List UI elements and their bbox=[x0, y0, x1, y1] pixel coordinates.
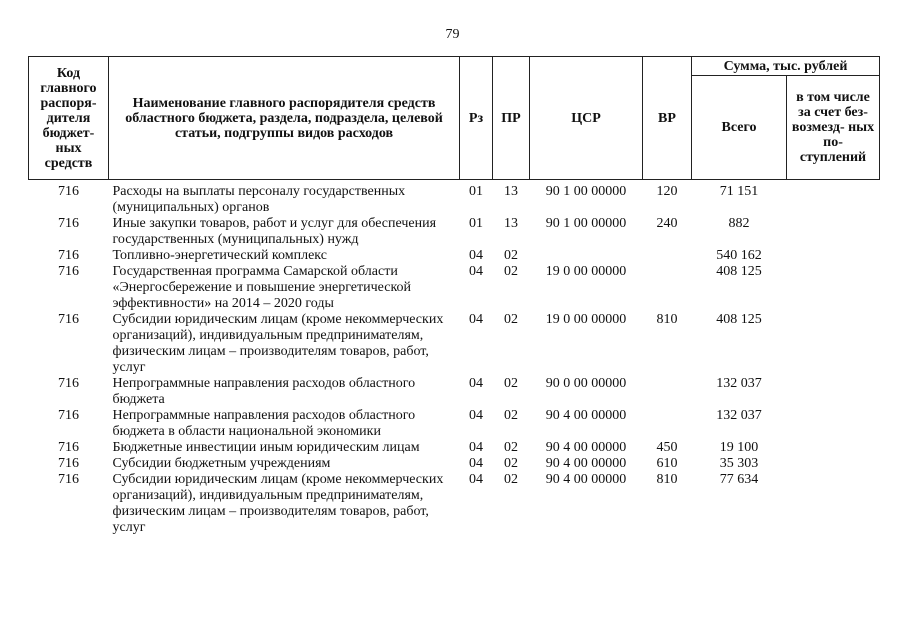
cell-gratuitous bbox=[787, 408, 880, 440]
cell-csr bbox=[530, 248, 643, 264]
cell-rz: 04 bbox=[469, 312, 483, 327]
header-csr: ЦСР bbox=[530, 57, 643, 180]
header-rz: Рз bbox=[460, 57, 493, 180]
table-row bbox=[29, 216, 880, 248]
cell-code: 716 bbox=[58, 408, 79, 423]
cell-code: 716 bbox=[58, 440, 79, 455]
table-row bbox=[29, 312, 880, 376]
cell-rz: 04 bbox=[469, 248, 483, 263]
cell-vr: 450 bbox=[656, 440, 678, 455]
cell-csr: 90 0 00 00000 bbox=[545, 376, 627, 391]
cell-csr: 90 4 00 00000 bbox=[545, 440, 627, 455]
cell-total: 408 125 bbox=[716, 312, 762, 327]
cell-name: Бюджетные инвестиции иным юридическим лицам bbox=[112, 440, 420, 455]
cell-rz: 01 bbox=[469, 216, 483, 231]
cell-total: 77 634 bbox=[719, 472, 759, 487]
cell-name: Субсидии бюджетным учреждениям bbox=[112, 456, 331, 471]
table-header bbox=[29, 57, 880, 180]
cell-pr: 02 bbox=[504, 440, 518, 455]
cell-gratuitous bbox=[787, 180, 880, 217]
cell-gratuitous bbox=[787, 456, 880, 472]
cell-gratuitous bbox=[787, 216, 880, 248]
cell-code: 716 bbox=[58, 216, 79, 231]
cell-code: 716 bbox=[58, 248, 79, 263]
page-number: 79 bbox=[445, 27, 460, 42]
cell-vr bbox=[643, 264, 692, 312]
cell-code: 716 bbox=[58, 312, 79, 327]
cell-name: Непрограммные направления расходов областного бюджета в области национальной экономики bbox=[112, 408, 416, 439]
cell-pr: 13 bbox=[504, 216, 518, 231]
cell-code: 716 bbox=[58, 456, 79, 471]
cell-total: 71 151 bbox=[719, 184, 759, 199]
cell-name: Непрограммные направления расходов областного бюджета bbox=[112, 376, 416, 407]
cell-csr: 90 1 00 00000 bbox=[545, 184, 627, 199]
cell-total: 132 037 bbox=[716, 408, 762, 423]
table-body bbox=[29, 180, 880, 537]
cell-rz: 04 bbox=[469, 408, 483, 423]
cell-total: 132 037 bbox=[716, 376, 762, 391]
cell-csr: 90 4 00 00000 bbox=[545, 408, 627, 423]
cell-rz: 04 bbox=[469, 440, 483, 455]
cell-csr: 90 1 00 00000 bbox=[545, 216, 627, 231]
budget-table bbox=[28, 56, 880, 536]
cell-total: 19 100 bbox=[719, 440, 759, 455]
header-vr: ВР bbox=[643, 57, 692, 180]
cell-gratuitous bbox=[787, 440, 880, 456]
cell-total: 408 125 bbox=[716, 264, 762, 279]
cell-gratuitous bbox=[787, 472, 880, 536]
cell-vr bbox=[643, 408, 692, 440]
cell-vr: 610 bbox=[656, 456, 678, 471]
cell-pr: 02 bbox=[504, 456, 518, 471]
cell-rz: 04 bbox=[469, 264, 483, 279]
cell-code: 716 bbox=[58, 472, 79, 487]
cell-code: 716 bbox=[58, 264, 79, 279]
cell-csr: 90 4 00 00000 bbox=[545, 472, 627, 487]
cell-total: 35 303 bbox=[719, 456, 759, 471]
cell-name: Расходы на выплаты персоналу государственных (муниципальных) органов bbox=[112, 184, 406, 215]
cell-total: 540 162 bbox=[716, 248, 762, 263]
header-code: Код главного распоря- дителя бюджет- ных средств bbox=[29, 57, 109, 180]
table-row bbox=[29, 248, 880, 264]
cell-gratuitous bbox=[787, 264, 880, 312]
cell-name: Иные закупки товаров, работ и услуг для обеспечения государственных (муниципальных) нужд bbox=[112, 216, 437, 247]
table-row bbox=[29, 180, 880, 217]
cell-vr: 120 bbox=[656, 184, 678, 199]
cell-csr: 90 4 00 00000 bbox=[545, 456, 627, 471]
cell-name: Субсидии юридическим лицам (кроме некоммерческих организаций), индивидуальным предпринимателям, физическим лицам – производителям товаров, работ, услуг bbox=[112, 312, 444, 375]
table-row bbox=[29, 264, 880, 312]
cell-vr: 240 bbox=[656, 216, 678, 231]
cell-rz: 04 bbox=[469, 472, 483, 487]
cell-vr: 810 bbox=[656, 472, 678, 487]
cell-pr: 02 bbox=[504, 248, 518, 263]
cell-pr: 02 bbox=[504, 376, 518, 391]
cell-gratuitous bbox=[787, 248, 880, 264]
cell-code: 716 bbox=[58, 376, 79, 391]
cell-rz: 04 bbox=[469, 456, 483, 471]
header-sum: Сумма, тыс. рублей bbox=[692, 57, 880, 76]
cell-name: Субсидии юридическим лицам (кроме некоммерческих организаций), индивидуальным предпринимателям, физическим лицам – производителям товаров, работ, услуг bbox=[112, 472, 444, 535]
table-row bbox=[29, 472, 880, 536]
header-pr: ПР bbox=[493, 57, 530, 180]
cell-gratuitous bbox=[787, 312, 880, 376]
cell-vr: 810 bbox=[656, 312, 678, 327]
table-row bbox=[29, 456, 880, 472]
cell-code: 716 bbox=[58, 184, 79, 199]
cell-pr: 02 bbox=[504, 264, 518, 279]
cell-total: 882 bbox=[728, 216, 750, 231]
cell-vr bbox=[643, 248, 692, 264]
header-gratuitous: в том числе за счет без- возмезд- ных по- ступлений bbox=[787, 76, 880, 180]
table-row bbox=[29, 376, 880, 408]
cell-name: Топливно-энергетический комплекс bbox=[112, 248, 327, 263]
cell-pr: 02 bbox=[504, 472, 518, 487]
cell-pr: 13 bbox=[504, 184, 518, 199]
cell-gratuitous bbox=[787, 376, 880, 408]
cell-pr: 02 bbox=[504, 312, 518, 327]
header-name: Наименование главного распорядителя средств областного бюджета, раздела, подраздела, целевой статьи, подгруппы видов расходов bbox=[109, 57, 460, 180]
table-row bbox=[29, 440, 880, 456]
cell-rz: 01 bbox=[469, 184, 483, 199]
cell-name: Государственная программа Самарской области «Энергосбережение и повышение энергетической эффективности» на 2014 – 2020 годы bbox=[112, 264, 412, 311]
cell-csr: 19 0 00 00000 bbox=[545, 312, 627, 327]
cell-vr bbox=[643, 376, 692, 408]
table-row bbox=[29, 408, 880, 440]
cell-pr: 02 bbox=[504, 408, 518, 423]
cell-csr: 19 0 00 00000 bbox=[545, 264, 627, 279]
cell-rz: 04 bbox=[469, 376, 483, 391]
header-total: Всего bbox=[692, 76, 787, 180]
